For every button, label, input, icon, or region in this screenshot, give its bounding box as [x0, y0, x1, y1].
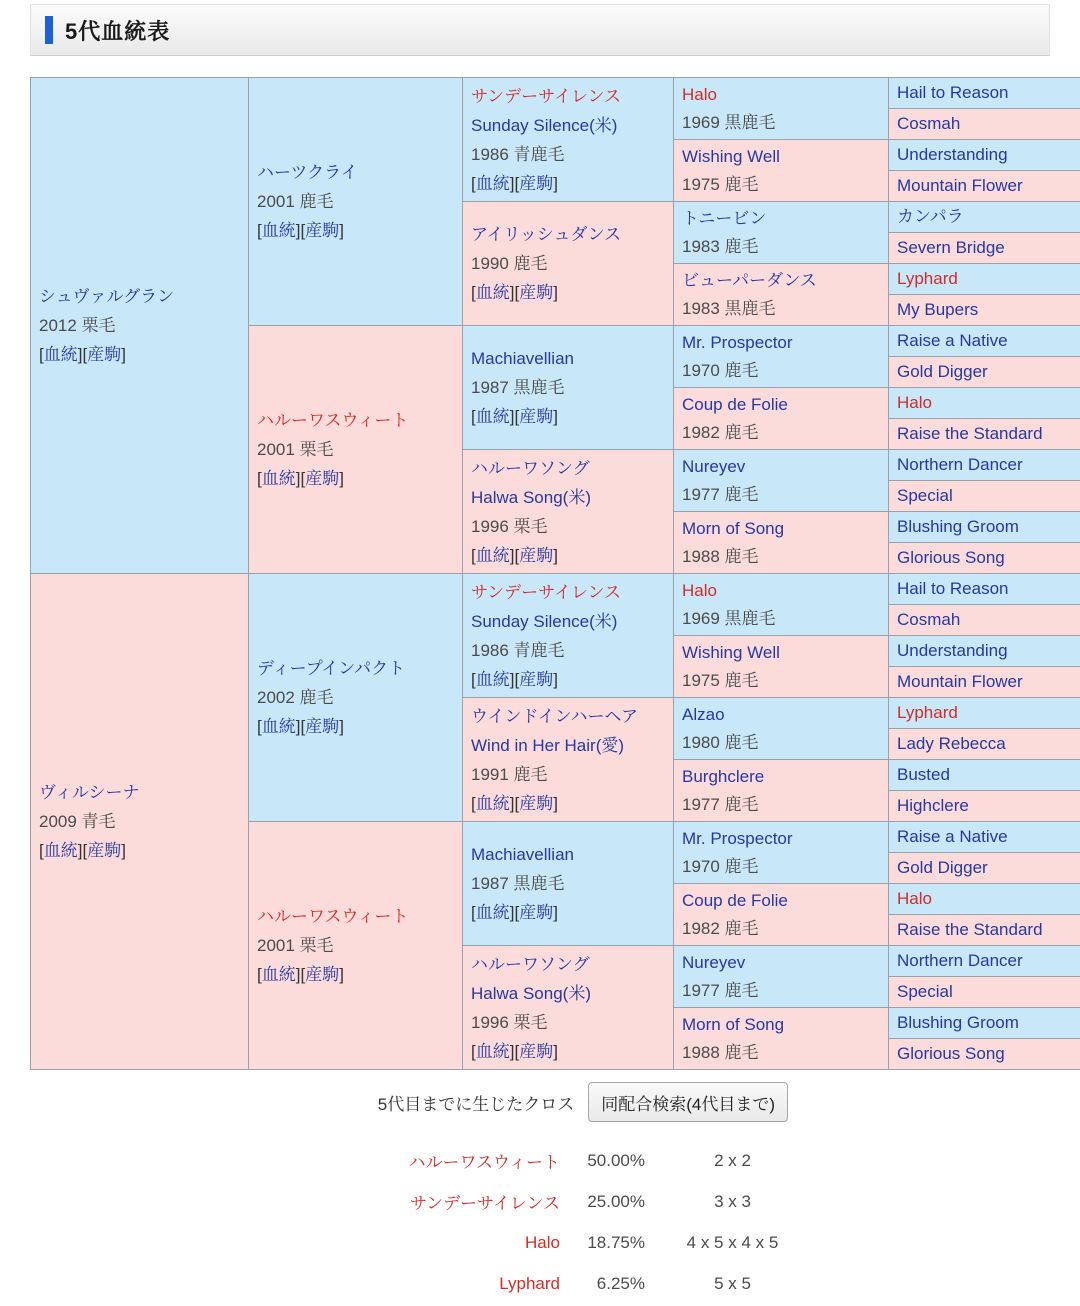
horse-name-link[interactable]: Busted — [897, 765, 950, 784]
pedigree-cell-g5 — [889, 698, 1080, 729]
horse-name-link[interactable]: ヴィルシーナ — [39, 783, 140, 802]
horse-name-link[interactable]: Raise the Standard — [897, 424, 1043, 443]
cross-pattern: 2 x 2 — [714, 1150, 751, 1170]
pedigree-cell-g5 — [889, 295, 1080, 326]
bracket: [ — [300, 717, 306, 736]
pedigree-cell-g4 — [674, 1008, 889, 1070]
horse-name-link[interactable]: Lyphard — [897, 269, 958, 288]
horse-name-link[interactable]: Lady Rebecca — [897, 734, 1006, 753]
bracket: [ — [514, 903, 520, 922]
offspring-link[interactable]: 産駒 — [519, 407, 554, 426]
pedigree-cell-g5 — [889, 977, 1080, 1008]
bracket: ] — [339, 469, 344, 488]
cross-horse-name: ハルーワスウィート — [408, 1153, 560, 1172]
bracket: [ — [471, 173, 476, 193]
bracket: ] — [553, 173, 558, 193]
bracket: [ — [471, 903, 476, 922]
horse-info: 1996 栗毛 — [471, 1012, 548, 1032]
bracket: ] — [77, 345, 83, 364]
offspring-link[interactable]: 産駒 — [87, 345, 122, 364]
bracket: [ — [471, 669, 476, 689]
horse-info: 1987 黒鹿毛 — [471, 874, 565, 893]
pedigree-cell-g3 — [463, 822, 674, 946]
page-title: 5代血統表 — [65, 18, 171, 44]
bracket: ] — [553, 793, 558, 813]
cross-percent: 50.00% — [587, 1150, 645, 1170]
bracket: ] — [295, 965, 301, 984]
offspring-link[interactable]: 産駒 — [519, 1041, 554, 1061]
cell-links — [471, 898, 671, 927]
offspring-link[interactable]: 産駒 — [519, 669, 554, 689]
horse-name-link[interactable]: カンパラ — [897, 207, 964, 226]
bracket: [ — [471, 545, 476, 565]
cell-links — [257, 960, 460, 989]
pedigree-cell-g4 — [674, 946, 889, 1008]
pedigree-cell-g5 — [889, 512, 1080, 543]
bracket: [ — [514, 669, 520, 689]
cross-percent: 25.00% — [587, 1191, 645, 1211]
cross-percent: 18.75% — [587, 1232, 645, 1252]
horse-name-link[interactable]: Alzao — [682, 704, 725, 724]
blood-link[interactable]: 血統 — [43, 841, 78, 860]
bracket: [ — [514, 283, 520, 302]
horse-info: 1991 鹿毛 — [471, 764, 548, 784]
horse-info: 1996 栗毛 — [471, 516, 548, 536]
pedigree-cell-g3 — [463, 946, 674, 1070]
cell-links — [471, 169, 671, 198]
horse-info: 1983 鹿毛 — [682, 236, 759, 256]
horse-name-link[interactable]: Raise a Native — [897, 827, 1008, 846]
horse-name-link[interactable]: ハーツクライ — [257, 163, 358, 182]
offspring-link[interactable]: 産駒 — [305, 221, 340, 240]
blood-link[interactable]: 血統 — [475, 1041, 510, 1061]
horse-name-link[interactable]: Severn Bridge — [897, 238, 1005, 257]
bracket: ] — [295, 221, 301, 240]
horse-name-link[interactable]: ハルーワソング — [471, 954, 590, 974]
pedigree-cell-g5 — [889, 1039, 1080, 1070]
bracket: ] — [339, 965, 344, 984]
bracket: [ — [514, 173, 520, 193]
bracket: [ — [300, 469, 306, 488]
offspring-link[interactable]: 産駒 — [305, 469, 340, 488]
blood-link[interactable]: 血統 — [261, 965, 296, 984]
cross-section-label: 5代目までに生じたクロス — [377, 1094, 575, 1114]
blood-link[interactable]: 血統 — [43, 345, 78, 364]
cell-links — [471, 541, 671, 570]
cell-links — [471, 789, 671, 818]
horse-name-link[interactable]: ハルーワスウィート — [257, 907, 409, 926]
cross-horse-name: Lyphard — [499, 1273, 560, 1293]
horse-name-link[interactable]: Machiavellian — [471, 845, 574, 864]
table-row — [31, 574, 1080, 605]
pedigree-cell-g5 — [889, 202, 1080, 233]
horse-name-link[interactable]: Halo — [682, 580, 717, 600]
horse-info: 1969 黒鹿毛 — [682, 112, 776, 132]
pedigree-cell-g5 — [889, 760, 1080, 791]
horse-info: 2002 鹿毛 — [257, 688, 334, 707]
horse-info: 2001 栗毛 — [257, 936, 334, 955]
pedigree-cell-g3 — [463, 78, 674, 202]
horse-info: 1990 鹿毛 — [471, 254, 548, 273]
horse-info: 1983 黒鹿毛 — [682, 298, 776, 318]
blood-link[interactable]: 血統 — [475, 669, 510, 689]
offspring-link[interactable]: 産駒 — [519, 545, 554, 565]
horse-info: 1977 鹿毛 — [682, 980, 759, 1000]
offspring-link[interactable]: 産駒 — [519, 283, 554, 302]
blood-link[interactable]: 血統 — [475, 283, 510, 302]
section-header — [30, 4, 1050, 56]
horse-foreign-name-link[interactable]: Halwa Song(米) — [471, 487, 591, 507]
cell-links — [257, 464, 460, 493]
bracket: ] — [509, 903, 515, 922]
bracket: ] — [553, 407, 558, 426]
cross-pattern: 4 x 5 x 4 x 5 — [686, 1232, 779, 1252]
cross-row — [330, 1222, 820, 1263]
horse-info: 1987 黒鹿毛 — [471, 378, 565, 397]
table-row — [31, 78, 1080, 109]
bracket: [ — [257, 717, 262, 736]
horse-name-link[interactable]: Hail to Reason — [897, 83, 1009, 102]
horse-name-link[interactable]: Gold Digger — [897, 858, 988, 877]
horse-name-link[interactable]: Northern Dancer — [897, 951, 1023, 970]
bracket: [ — [257, 965, 262, 984]
pedigree-cell-g5 — [889, 822, 1080, 853]
bracket: ] — [339, 717, 344, 736]
cell-links — [39, 340, 246, 369]
pedigree-cell-g4 — [674, 450, 889, 512]
bracket: [ — [471, 793, 476, 813]
bracket: [ — [300, 965, 306, 984]
cross-section-header — [0, 1082, 788, 1122]
bracket: ] — [553, 283, 558, 302]
cell-links — [471, 402, 671, 431]
pedigree-cell-g5 — [889, 78, 1080, 109]
pedigree-cell-g5 — [889, 729, 1080, 760]
horse-info: 2001 栗毛 — [257, 440, 334, 459]
pedigree-cell-g4 — [674, 512, 889, 574]
pedigree-cell-g4 — [674, 388, 889, 450]
cross-horse-name: サンデーサイレンス — [409, 1194, 560, 1213]
bracket: ] — [295, 469, 301, 488]
pedigree-cell-g5 — [889, 667, 1080, 698]
bracket: ] — [295, 717, 301, 736]
blood-link[interactable]: 血統 — [475, 545, 510, 565]
horse-name-link[interactable]: Morn of Song — [682, 518, 785, 538]
bracket: [ — [514, 545, 520, 565]
horse-name-link[interactable]: Raise a Native — [897, 331, 1008, 350]
pedigree-cell-g4 — [674, 264, 889, 326]
horse-name-link[interactable]: Wishing Well — [682, 642, 780, 662]
bracket: [ — [257, 469, 262, 488]
cell-links — [471, 1037, 671, 1066]
horse-name-link[interactable]: Mr. Prospector — [682, 332, 793, 352]
pedigree-cell-g5 — [889, 915, 1080, 946]
horse-name-link[interactable]: ビューパーダンス — [682, 270, 817, 290]
horse-name-link[interactable]: ウインドインハーヘア — [471, 706, 638, 726]
pedigree-cell-g1-sire — [31, 78, 249, 574]
bracket: [ — [471, 1041, 476, 1061]
pedigree-cell-g4 — [674, 822, 889, 884]
horse-foreign-name-link[interactable]: Wind in Her Hair(愛) — [471, 735, 625, 755]
cross-percent: 6.25% — [596, 1273, 645, 1293]
blood-link[interactable]: 血統 — [475, 173, 510, 193]
horse-name-link[interactable]: Blushing Groom — [897, 517, 1019, 536]
pedigree-cell-g5 — [889, 171, 1080, 202]
pedigree-cell-g5 — [889, 109, 1080, 140]
pedigree-cell-g5 — [889, 884, 1080, 915]
cross-list — [330, 1140, 820, 1304]
cell-links — [257, 216, 460, 245]
horse-info: 1986 青鹿毛 — [471, 144, 565, 164]
pedigree-cell-g3 — [463, 574, 674, 698]
horse-name-link[interactable]: Blushing Groom — [897, 1013, 1019, 1032]
horse-info: 1986 青鹿毛 — [471, 640, 565, 660]
horse-name-link[interactable]: Cosmah — [897, 610, 961, 629]
cross-pattern: 5 x 5 — [714, 1273, 751, 1293]
pedigree-cell-g5 — [889, 140, 1080, 171]
horse-name-link[interactable]: Coup de Folie — [682, 394, 788, 414]
bracket: ] — [121, 841, 126, 860]
bracket: [ — [82, 345, 88, 364]
offspring-link[interactable]: 産駒 — [519, 793, 554, 813]
horse-info: 1988 鹿毛 — [682, 1042, 759, 1062]
horse-name-link[interactable]: Hail to Reason — [897, 579, 1009, 598]
pedigree-cell-g5 — [889, 853, 1080, 884]
horse-info: 1982 鹿毛 — [682, 918, 759, 938]
horse-info: 1970 鹿毛 — [682, 856, 759, 876]
horse-name-link[interactable]: Northern Dancer — [897, 455, 1023, 474]
pedigree-cell-g2 — [249, 574, 463, 822]
blood-link[interactable]: 血統 — [261, 469, 296, 488]
pedigree-cell-g4 — [674, 140, 889, 202]
pedigree-cell-g5 — [889, 481, 1080, 512]
blood-link[interactable]: 血統 — [475, 903, 510, 922]
horse-foreign-name-link[interactable]: Halwa Song(米) — [471, 983, 591, 1003]
horse-name-link[interactable]: ハルーワスウィート — [257, 411, 409, 430]
pedigree-cell-g4 — [674, 636, 889, 698]
horse-info: 1977 鹿毛 — [682, 794, 759, 814]
horse-name-link[interactable]: Special — [897, 982, 953, 1001]
bracket: ] — [509, 545, 515, 565]
cross-row — [330, 1140, 820, 1181]
bracket: ] — [339, 221, 344, 240]
bracket: ] — [509, 173, 515, 193]
bracket: ] — [553, 669, 558, 689]
pedigree-cell-g3 — [463, 326, 674, 450]
pedigree-cell-g5 — [889, 946, 1080, 977]
pedigree-cell-g4 — [674, 884, 889, 946]
pedigree-cell-g5 — [889, 791, 1080, 822]
pedigree-cell-g5 — [889, 605, 1080, 636]
bracket: ] — [553, 1041, 558, 1061]
horse-info: 1969 黒鹿毛 — [682, 608, 776, 628]
pedigree-cell-g4 — [674, 78, 889, 140]
pedigree-cell-g4 — [674, 574, 889, 636]
horse-name-link[interactable]: Machiavellian — [471, 349, 574, 368]
horse-info: 2012 栗毛 — [39, 316, 116, 335]
bracket: ] — [553, 545, 558, 565]
horse-foreign-name-link[interactable]: Sunday Silence(米) — [471, 115, 618, 135]
bracket: ] — [77, 841, 83, 860]
bracket: [ — [300, 221, 306, 240]
horse-info: 1982 鹿毛 — [682, 422, 759, 442]
pedigree-cell-g4 — [674, 698, 889, 760]
pedigree-cell-g5 — [889, 357, 1080, 388]
horse-name-link[interactable]: Burghclere — [682, 766, 765, 786]
pedigree-cell-g1-dam — [31, 574, 249, 1070]
cell-links — [471, 665, 671, 694]
bracket: ] — [509, 793, 515, 813]
horse-name-link[interactable]: Lyphard — [897, 703, 958, 722]
horse-name-link[interactable]: Cosmah — [897, 114, 961, 133]
horse-name-link[interactable]: Morn of Song — [682, 1014, 785, 1034]
horse-name-link[interactable]: Glorious Song — [897, 1044, 1005, 1063]
cross-row — [330, 1181, 820, 1222]
pedigree-cell-g4 — [674, 760, 889, 822]
horse-name-link[interactable]: Gold Digger — [897, 362, 988, 381]
horse-name-link[interactable]: Special — [897, 486, 953, 505]
pedigree-cell-g5 — [889, 419, 1080, 450]
horse-name-link[interactable]: Mr. Prospector — [682, 828, 793, 848]
blood-link[interactable]: 血統 — [475, 407, 510, 426]
bracket: ] — [121, 345, 126, 364]
horse-name-link[interactable]: サンデーサイレンス — [471, 86, 622, 106]
bracket: [ — [39, 345, 44, 364]
horse-name-link[interactable]: Raise the Standard — [897, 920, 1043, 939]
horse-name-link[interactable]: Halo — [897, 393, 932, 412]
pedigree-cell-g2 — [249, 78, 463, 326]
bracket: [ — [39, 841, 44, 860]
horse-info: 1977 鹿毛 — [682, 484, 759, 504]
pedigree-cell-g5 — [889, 326, 1080, 357]
cross-horse-name: Halo — [525, 1232, 560, 1252]
offspring-link[interactable]: 産駒 — [305, 965, 340, 984]
pedigree-cell-g3 — [463, 698, 674, 822]
horse-name-link[interactable]: Mountain Flower — [897, 672, 1023, 691]
horse-name-link[interactable]: ハルーワソング — [471, 458, 590, 478]
horse-name-link[interactable]: トニービン — [682, 208, 767, 228]
pedigree-cell-g5 — [889, 233, 1080, 264]
bracket: [ — [514, 793, 520, 813]
bracket: ] — [553, 903, 558, 922]
bracket: [ — [471, 283, 476, 302]
pedigree-cell-g5 — [889, 574, 1080, 605]
horse-name-link[interactable]: Understanding — [897, 145, 1008, 164]
horse-info: 1988 鹿毛 — [682, 546, 759, 566]
offspring-link[interactable]: 産駒 — [87, 841, 122, 860]
pedigree-cell-g5 — [889, 1008, 1080, 1039]
cross-row — [330, 1263, 820, 1304]
pedigree-cell-g3 — [463, 202, 674, 326]
bracket: [ — [514, 1041, 520, 1061]
horse-name-link[interactable]: Halo — [897, 889, 932, 908]
cross-pattern: 3 x 3 — [714, 1191, 751, 1211]
pedigree-cell-g5 — [889, 543, 1080, 574]
horse-name-link[interactable]: ディープインパクト — [257, 659, 406, 678]
pedigree-cell-g4 — [674, 202, 889, 264]
horse-name-link[interactable]: Halo — [682, 84, 717, 104]
pedigree-cell-g5 — [889, 636, 1080, 667]
pedigree-cell-g2 — [249, 326, 463, 574]
bracket: [ — [257, 221, 262, 240]
horse-name-link[interactable]: Wishing Well — [682, 146, 780, 166]
cell-links — [471, 278, 671, 307]
horse-name-link[interactable]: Mountain Flower — [897, 176, 1023, 195]
offspring-link[interactable]: 産駒 — [519, 903, 554, 922]
horse-name-link[interactable]: Nureyev — [682, 456, 746, 476]
horse-name-link[interactable]: Understanding — [897, 641, 1008, 660]
horse-name-link[interactable]: My Bupers — [897, 300, 979, 319]
horse-foreign-name-link[interactable]: Sunday Silence(米) — [471, 611, 618, 631]
horse-name-link[interactable]: Coup de Folie — [682, 890, 788, 910]
cell-links — [39, 836, 246, 865]
accent-bar — [45, 16, 53, 44]
blood-link[interactable]: 血統 — [261, 221, 296, 240]
horse-name-link[interactable]: シュヴァルグラン — [39, 287, 175, 306]
horse-info: 2009 青毛 — [39, 812, 116, 831]
horse-name-link[interactable]: Glorious Song — [897, 548, 1005, 567]
bracket: [ — [82, 841, 88, 860]
same-mating-search-button[interactable]: 同配合検索(4代目まで) — [588, 1082, 788, 1122]
horse-name-link[interactable]: Nureyev — [682, 952, 746, 972]
pedigree-table — [30, 77, 1080, 1070]
pedigree-cell-g2 — [249, 822, 463, 1070]
blood-link[interactable]: 血統 — [475, 793, 510, 813]
pedigree-cell-g4 — [674, 326, 889, 388]
bracket: ] — [509, 1041, 515, 1061]
bracket: ] — [509, 407, 515, 426]
horse-info: 1975 鹿毛 — [682, 670, 759, 690]
bracket: ] — [509, 669, 515, 689]
pedigree-cell-g3 — [463, 450, 674, 574]
blood-link[interactable]: 血統 — [261, 717, 296, 736]
bracket: ] — [509, 283, 515, 302]
horse-info: 1975 鹿毛 — [682, 174, 759, 194]
bracket: [ — [471, 407, 476, 426]
horse-name-link[interactable]: アイリッシュダンス — [471, 225, 622, 244]
bracket: [ — [514, 407, 520, 426]
horse-info: 2001 鹿毛 — [257, 192, 334, 211]
offspring-link[interactable]: 産駒 — [519, 173, 554, 193]
pedigree-cell-g5 — [889, 264, 1080, 295]
horse-name-link[interactable]: Highclere — [897, 796, 969, 815]
horse-info: 1980 鹿毛 — [682, 732, 759, 752]
horse-name-link[interactable]: サンデーサイレンス — [471, 582, 622, 602]
horse-info: 1970 鹿毛 — [682, 360, 759, 380]
offspring-link[interactable]: 産駒 — [305, 717, 340, 736]
pedigree-cell-g5 — [889, 388, 1080, 419]
pedigree-cell-g5 — [889, 450, 1080, 481]
cell-links — [257, 712, 460, 741]
